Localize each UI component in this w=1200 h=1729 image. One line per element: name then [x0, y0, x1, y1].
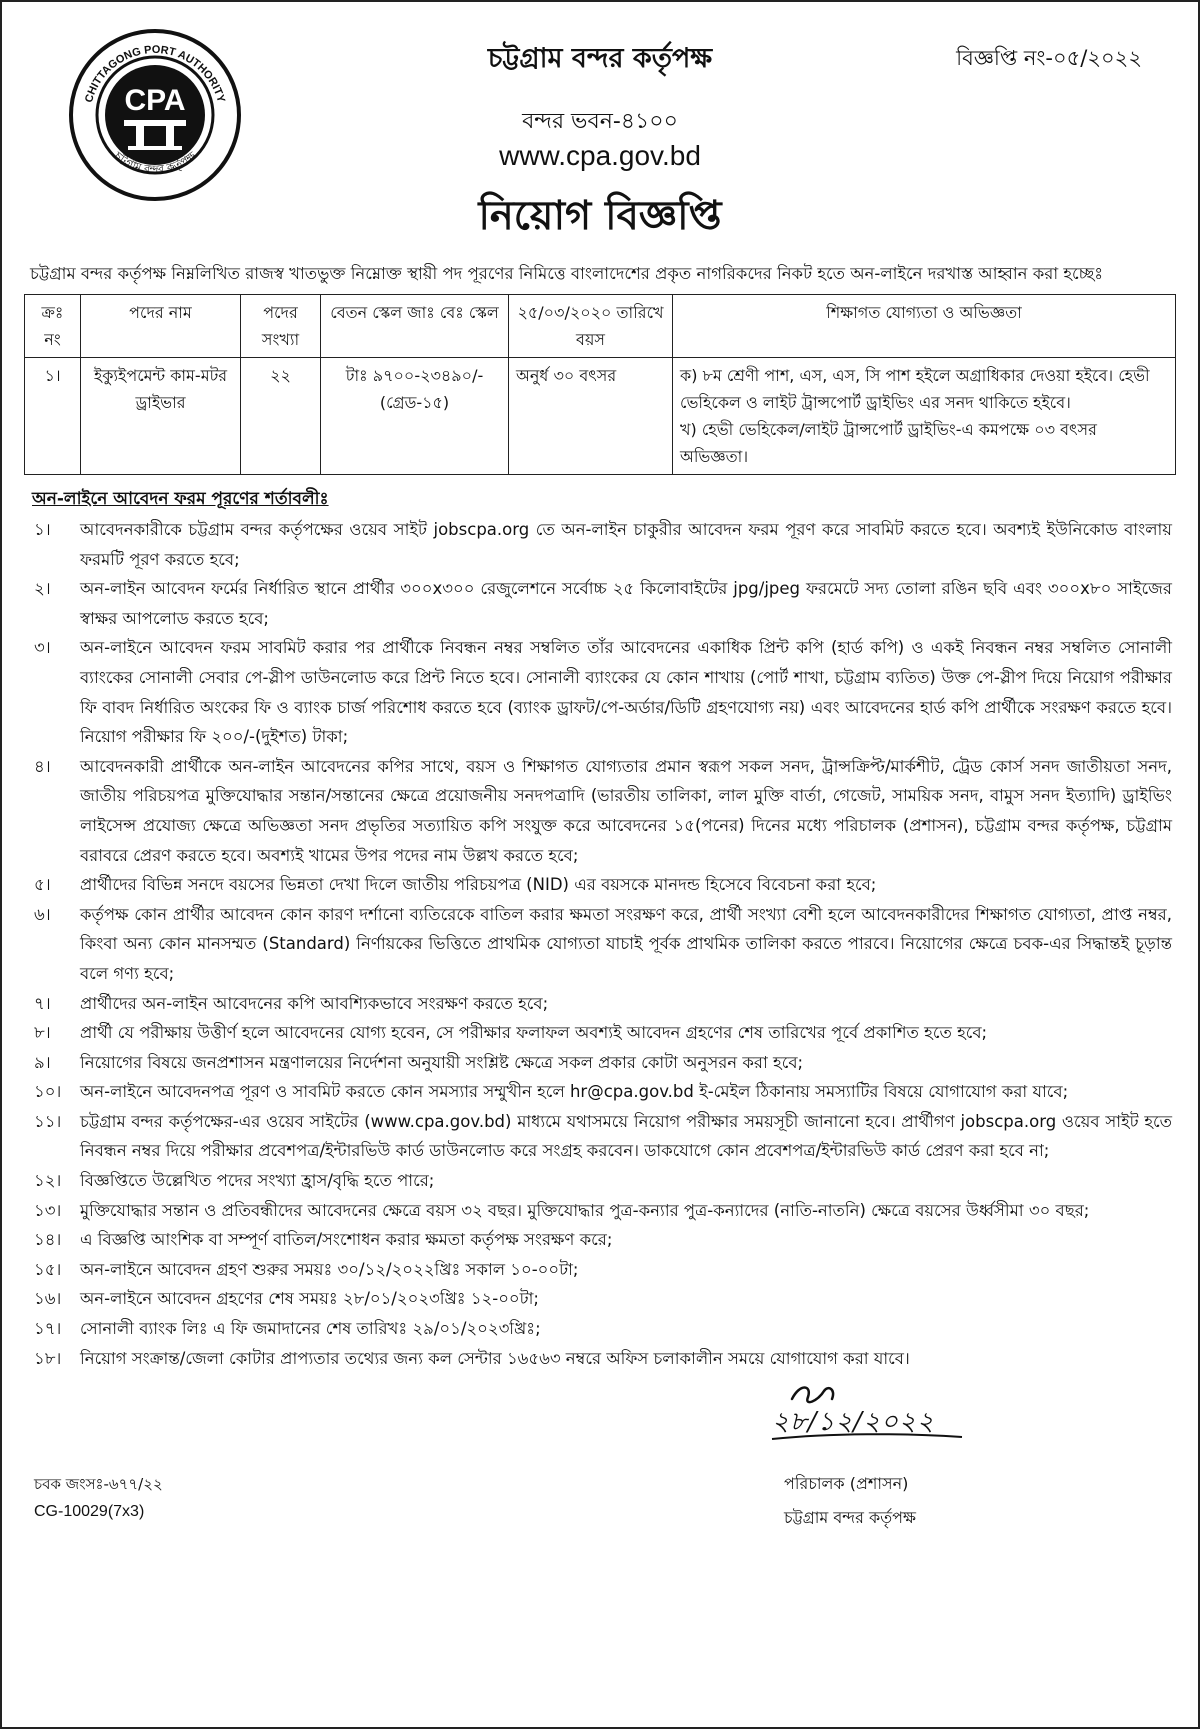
- notice-number: বিজ্ঞপ্তি নং-০৫/২০২২: [956, 46, 1142, 70]
- item-number: ১০।: [34, 1082, 62, 1102]
- list-item: [24, 1344, 1176, 1374]
- list-item: [24, 1196, 1176, 1226]
- intro-paragraph: চট্টগ্রাম বন্দর কর্তৃপক্ষ নিম্নলিখিত রাজস্ব খাতভুক্ত নিম্নোক্ত স্থায়ী পদ পূরণের নিমিত্তে বাংলাদেশের প্রকৃত নাগরিকদের নিকট হতে অন-লাইনে দরখাস্ত আহ্বান করা হচ্ছেঃ: [30, 264, 1104, 283]
- website-link[interactable]: www.cpa.gov.bd: [499, 140, 701, 171]
- header-post-name: পদের নাম: [81, 295, 241, 358]
- item-number: ১১।: [34, 1111, 62, 1131]
- item-text: প্রার্থীদের বিভিন্ন সনদে বয়সের ভিন্নতা দেখা দিলে জাতীয় পরিচয়পত্র (NID) এর বয়সকে মানদন্ড হিসেবে বিবেচনা করা হবে;: [80, 875, 877, 895]
- list-item: [24, 1225, 1176, 1255]
- list-item: [24, 1018, 1176, 1048]
- list-item: [24, 1166, 1176, 1196]
- list-item: [24, 574, 1176, 633]
- posts-table: [24, 294, 1176, 475]
- item-number: ৫।: [34, 875, 51, 895]
- cell-pay-scale: টাঃ ৯৭০০-২৩৪৯০/- (গ্রেড-১৫): [321, 358, 509, 475]
- qualification-a: ক) ৮ম শ্রেণী পাশ, এস, এস, সি পাশ হইলে অগ্রাধিকার দেওয়া হইবে। হেভী ভেহিকেল ও লাইট ট্রান্সপোর্ট ড্রাইভিং এর সনদ থাকিতে হইবে।: [680, 366, 1150, 412]
- document-code: CG-10029(7x3): [34, 1503, 145, 1521]
- list-item: [24, 989, 1176, 1019]
- cell-count: ২২: [241, 358, 321, 475]
- item-text: আবেদনকারী প্রার্থীকে অন-লাইন আবেদনের কপির সাথে, বয়স ও শিক্ষাগত যোগ্যতার প্রমান স্বরূপ সকল সনদ, ট্রান্সক্রিপ্ট/মার্কশীট, ট্রেড কোর্স সনদ জাতীয়তা সনদ, জাতীয় পরিচয়পত্র মুক্তিযোদ্ধার সন্তান/সন্তানের ক্ষেত্রে প্রয়োজনীয় সনদপত্রাদি (ভারতীয় তালিকা, লাল মুক্তি বার্তা, গেজেট, সাময়িক সনদ, বামুস সনদ ইত্যাদি) ড্রাইভিং লাইসেন্স প্রযোজ্য ক্ষেত্রে অভিজ্ঞতা সনদ প্রভৃতির সত্যায়িত কপি সংযুক্ত করে আবেদনের ১৫(পনের) দিনের মধ্যে পরিচালক (প্রশাসন), চট্টগ্রাম বন্দর কর্তৃপক্ষ, চট্টগ্রাম বরাবরে প্রেরণ করতে হবে। অবশ্যই খামের উপর পদের নাম উল্লখ করতে হবে;: [80, 756, 1172, 865]
- item-text: আবেদনকারীকে চট্টগ্রাম বন্দর কর্তৃপক্ষের ওয়েব সাইট jobscpa.org তে অন-লাইন চাকুরীর আবেদন ফরম পূরণ করে সাবমিট করতে হবে। অবশ্যই ইউনিকোড বাংলায় ফরমটি পূরণ করতে হবে;: [80, 520, 1172, 569]
- item-number: ১৬।: [34, 1289, 62, 1309]
- svg-text:CPA: CPA: [124, 84, 186, 117]
- reference-number: চবক জংসঃ-৬৭৭/২২: [34, 1475, 163, 1494]
- list-item: [24, 870, 1176, 900]
- item-text: সোনালী ব্যাংক লিঃ এ ফি জমাদানের শেষ তারিখঃ ২৯/০১/২০২৩খ্রিঃ;: [80, 1319, 541, 1339]
- item-number: ১।: [34, 520, 51, 539]
- header: [24, 2, 1176, 255]
- header-age: ২৫/০৩/২০২০ তারিখে বয়স: [509, 295, 673, 358]
- header-serial: ক্রঃ নং: [25, 295, 81, 358]
- item-number: ১৪।: [34, 1230, 62, 1250]
- list-item: [24, 515, 1176, 574]
- svg-text:চট্টগ্রাম বন্দর কর্তৃপক্ষ: চট্টগ্রাম বন্দর কর্তৃপক্ষ: [111, 149, 199, 177]
- list-item: [24, 1284, 1176, 1314]
- item-text: অন-লাইন আবেদন ফর্মের নির্ধারিত স্থানে প্রার্থীর ৩০০x৩০০ রেজুলেশনে সর্বোচ্চ ২৫ কিলোবাইটের jpg/jpeg ফরমেটে সদ্য তোলা রঙিন ছবি এবং ৩০০x৮০ সাইজের স্বাক্ষর আপলোড করতে হবে;: [80, 579, 1172, 628]
- item-number: ১৮।: [34, 1348, 62, 1368]
- item-text: চট্টগ্রাম বন্দর কর্তৃপক্ষের-এর ওয়েব সাইটের (www.cpa.gov.bd) মাধ্যমে যথাসময়ে নিয়োগ পরীক্ষার সময়সূচী জানানো হবে। প্রার্থীগণ jobscpa.org ওয়েব সাইট হতে নিবন্ধন নম্বর দিয়ে পরীক্ষার প্রবেশপত্র/ইন্টারভিউ কার্ড ডাউনলোড করে সংগ্রহ করবেন। ডাকযোগে কোন প্রবেশপত্র/ইন্টারভিউ কার্ড প্রেরণ করা হবে না;: [80, 1111, 1172, 1161]
- item-number: ১২।: [34, 1171, 62, 1191]
- item-text: অন-লাইনে আবেদন গ্রহণ শুরুর সময়ঃ ৩০/১২/২০২২খ্রিঃ সকাল ১০-০০টা;: [80, 1259, 579, 1279]
- list-item: [24, 900, 1176, 989]
- document-title: নিয়োগ বিজ্ঞপ্তি: [478, 192, 722, 239]
- item-text: প্রার্থী যে পরীক্ষায় উত্তীর্ণ হলে আবেদনের যোগ্য হবেন, সে পরীক্ষার ফলাফল অবশ্যই আবেদন গ্রহণের শেষ তারিখের পূর্বে প্রকাশিত হতে হবে;: [80, 1023, 988, 1043]
- list-item: [24, 752, 1176, 870]
- item-number: ১৫।: [34, 1259, 62, 1279]
- footer: [24, 1373, 1176, 1528]
- list-item: [24, 1077, 1176, 1107]
- item-number: ৯।: [34, 1052, 51, 1072]
- list-item: [24, 633, 1176, 751]
- signature-date: ২৮/১২/২০২২: [772, 1407, 935, 1438]
- conditions-list: [24, 515, 1176, 1373]
- header-pay-scale: বেতন স্কেল জাঃ বেঃ স্কেল: [321, 295, 509, 358]
- item-text: নিয়োগের বিষয়ে জনপ্রশাসন মন্ত্রণালয়ের নির্দেশনা অনুযায়ী সংশ্লিষ্ট ক্ষেত্রে সকল প্রকার কোটা অনুসরন করা হবে;: [80, 1052, 804, 1072]
- item-text: অন-লাইনে আবেদন ফরম সাবমিট করার পর প্রার্থীকে নিবন্ধন নম্বর সম্বলিত তাঁর আবেদনের একাধিক প্রিন্ট কপি (হার্ড কপি) ও একই নিবন্ধন নম্বর সম্বলিত সোনালী ব্যাংকের সোনালী সেবার পে-স্লীপ ডাউনলোড করে প্রিন্ট নিতে হবে। সোনালী ব্যাংকের যে কোন শাখায় (পোর্ট শাখা, চট্টগ্রাম ব্যতিত) উক্ত পে-স্লীপ দিয়ে নিয়োগ পরীক্ষার ফি বাবদ নির্ধারিত অংকের ফি ও ব্যাংক চার্জ পরিশোধ করতে হবে (ব্যাংক ড্রাফট/পে-অর্ডার/ডিটি গ্রহণযোগ্য নয়) এবং আবেদনের হার্ড কপি প্রার্থীকে সংরক্ষণ করতে হবে। নিয়োগ পরীক্ষার ফি ২০০/-(দুইশত) টাকা;: [80, 638, 1172, 747]
- cell-serial: ১।: [25, 358, 81, 475]
- item-number: ৭।: [34, 993, 51, 1013]
- item-text: প্রার্থীদের অন-লাইন আবেদনের কপি আবশ্যিকভাবে সংরক্ষণ করতে হবে;: [80, 993, 549, 1013]
- item-number: ৮।: [34, 1023, 51, 1043]
- list-item: [24, 1255, 1176, 1285]
- signatory-org: চট্টগ্রাম বন্দর কর্তৃপক্ষ: [784, 1508, 916, 1528]
- signatory-title: পরিচালক (প্রশাসন): [784, 1474, 909, 1494]
- item-text: মুক্তিযোদ্ধার সন্তান ও প্রতিবন্ধীদের আবেদনের ক্ষেত্রে বয়স ৩২ বছর। মুক্তিযোদ্ধার পুত্র-কন্যার পুত্র-কন্যাদের (নাতি-নাতনি) ক্ষেত্রে বয়সের উর্ধ্বসীমা ৩০ বছর;: [80, 1200, 1090, 1220]
- cell-age: অনুর্ধ ৩০ বৎসর: [509, 358, 673, 475]
- cell-qualification: [673, 358, 1176, 475]
- item-number: ১৩।: [34, 1200, 62, 1220]
- item-text: এ বিজ্ঞপ্তি আংশিক বা সম্পূর্ণ বাতিল/সংশোধন করার ক্ষমতা কর্তৃপক্ষ সংরক্ষণ করে;: [80, 1230, 613, 1250]
- list-item: [24, 1107, 1176, 1166]
- item-number: ১৭।: [34, 1319, 62, 1339]
- header-count: পদের সংখ্যা: [241, 295, 321, 358]
- header-qualification: শিক্ষাগত যোগ্যতা ও অভিজ্ঞতা: [673, 295, 1176, 358]
- cell-post-name: ইক্যুইপমেন্ট কাম-মটর ড্রাইভার: [81, 358, 241, 475]
- item-number: ৬।: [34, 904, 51, 924]
- svg-text:CHITTAGONG PORT AUTHORITY: CHITTAGONG PORT AUTHORITY: [82, 43, 228, 104]
- list-item: [24, 1048, 1176, 1078]
- table-header-row: [25, 295, 1176, 358]
- address: বন্দর ভবন-৪১০০: [522, 109, 678, 134]
- item-text: বিজ্ঞপ্তিতে উল্লেখিত পদের সংখ্যা হ্রাস/বৃদ্ধি হতে পারে;: [80, 1171, 435, 1191]
- item-text: নিয়োগ সংক্রান্ত/জেলা কোটার প্রাপ্যতার তথ্যের জন্য কল সেন্টার ১৬৫৬৩ নম্বরে অফিস চলাকালীন সময়ে যোগাযোগ করা যাবে।: [80, 1348, 910, 1368]
- item-text: অন-লাইনে আবেদন গ্রহণের শেষ সময়ঃ ২৮/০১/২০২৩খ্রিঃ ১২-০০টা;: [80, 1289, 539, 1309]
- item-text: কর্তৃপক্ষ কোন প্রার্থীর আবেদন কোন কারণ দর্শানো ব্যতিরেকে বাতিল করার ক্ষমতা সংরক্ষণ করে, প্রার্থী সংখ্যা বেশী হলে আবেদনকারীদের শিক্ষাগত যোগ্যতা, প্রাপ্ত নম্বর, কিংবা অন্য কোন মানসম্মত (Standard) নির্ণায়কের ভিত্তিতে প্রাথমিক যোগ্যতা যাচাই পূর্বক প্রাথমিক তালিকা করতে পারবে। নিয়োগের ক্ষেত্রে চবক-এর সিদ্ধান্তই চূড়ান্ত বলে গণ্য হবে;: [80, 904, 1172, 983]
- item-number: ৪।: [34, 756, 51, 776]
- item-number: ২।: [34, 579, 51, 599]
- list-item: [24, 1314, 1176, 1344]
- org-name: চট্টগ্রাম বন্দর কর্তৃপক্ষ: [487, 43, 713, 74]
- item-number: ৩।: [34, 638, 51, 658]
- conditions-heading: অন-লাইনে আবেদন ফরম পূরণের শর্তাবলীঃ: [32, 489, 329, 509]
- table-row: [25, 358, 1176, 475]
- item-text: অন-লাইনে আবেদনপত্র পূরণ ও সাবমিট করতে কোন সমস্যার সম্মুখীন হলে hr@cpa.gov.bd ই-মেইল ঠিকানায় সমস্যাটির বিষয়ে যোগাযোগ করা যাবে;: [80, 1082, 1069, 1102]
- qualification-b: খ) হেভী ভেহিকেল/লাইট ট্রান্সপোর্ট ড্রাইভিং-এ কমপক্ষে ০৩ বৎসর অভিজ্ঞতা।: [680, 420, 1097, 466]
